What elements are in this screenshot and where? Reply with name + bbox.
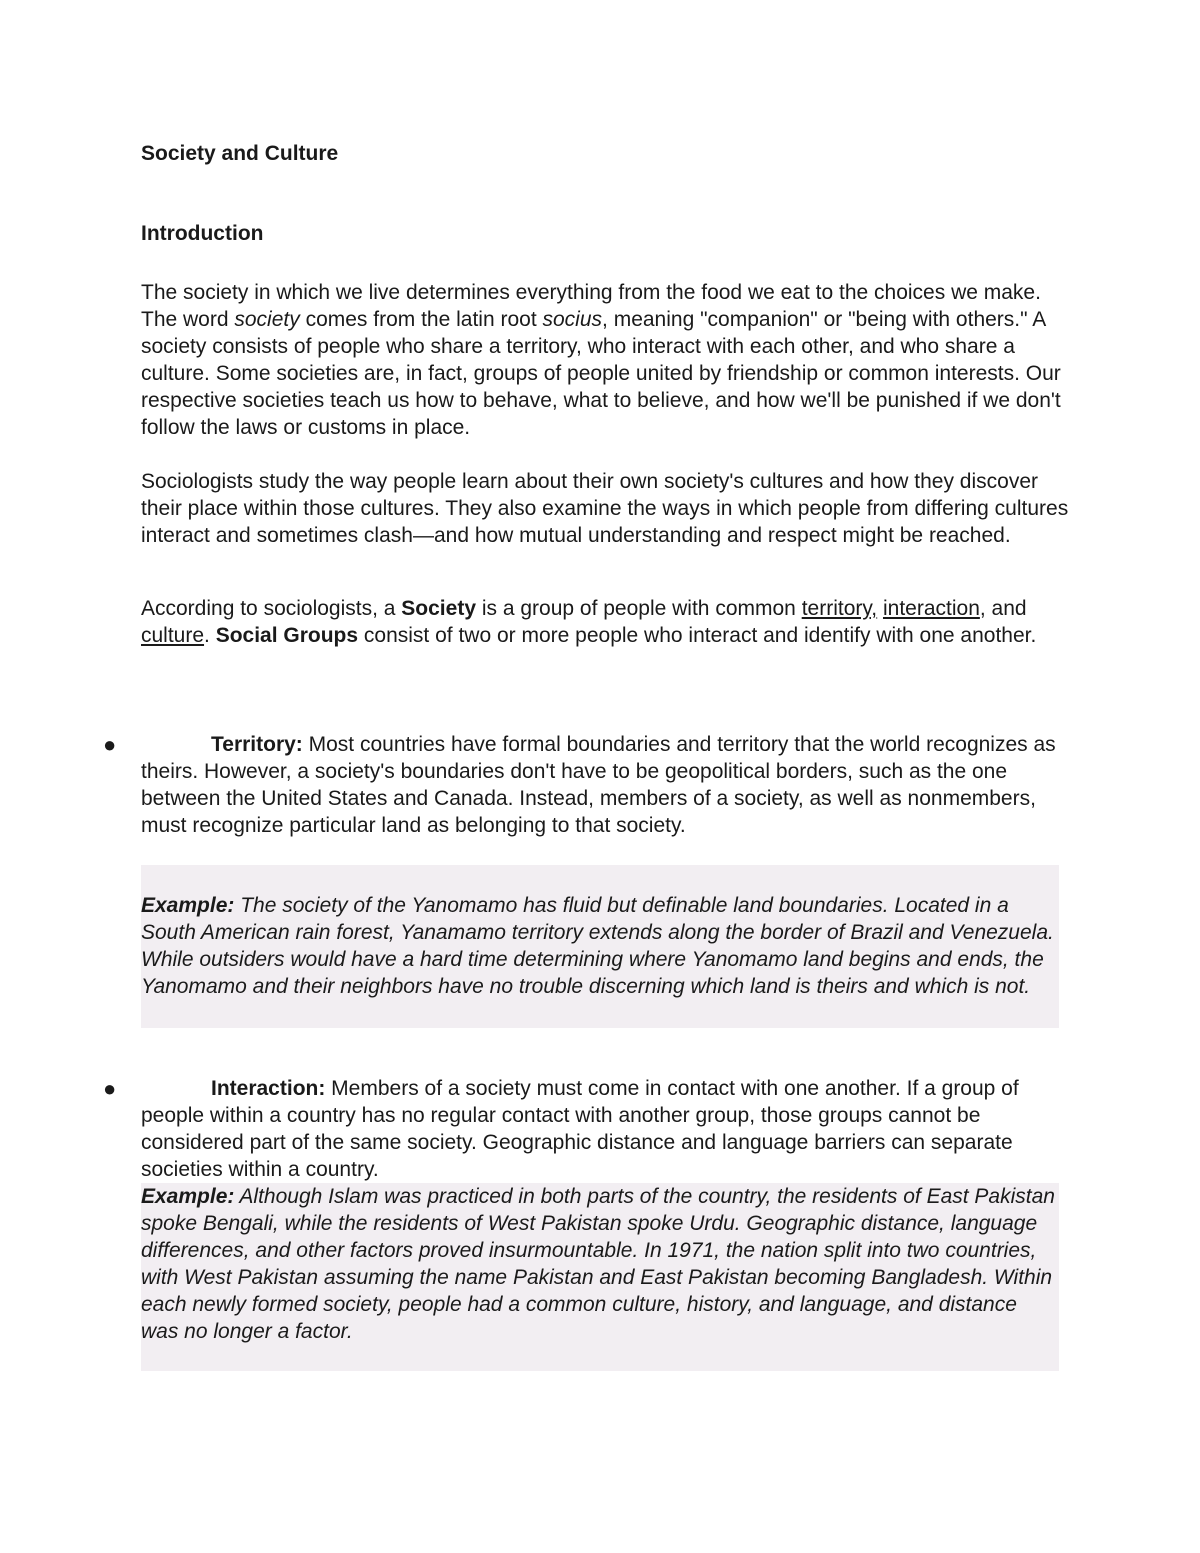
intro-heading: Introduction: [141, 222, 264, 245]
society-term: society: [234, 308, 300, 331]
culture-underlined: culture: [141, 624, 205, 647]
example-box-interaction: [141, 1183, 1059, 1371]
socius-term: socius: [542, 308, 603, 331]
interaction-underlined: interaction: [882, 597, 980, 620]
definition-paragraph: [141, 595, 1071, 649]
bullet-text: Members of a society must come in contact with one another. If a group of people within a country has no regular contact with another group, those groups cannot be considered part of the same society. Geographic distance and language barriers can separate societies within a country.: [141, 1077, 1019, 1181]
para1-text-1: The society in which we live determines everything from the food we eat to the choices we make. The word: [141, 281, 1041, 331]
example-label: Example:: [141, 894, 235, 917]
para3-text-5: .: [204, 624, 216, 647]
example-text: The society of the Yanomamo has fluid but definable land boundaries. Located in a South American rain forest, Yanamamo territory extends along the border of Brazil and Venezuela. While outsiders would have a hard time determining where Yanomamo land begins and ends, the Yanomamo and their neighbors have no trouble discerning which land is theirs and which is not.: [141, 894, 1054, 998]
intro-paragraph-1: [141, 279, 1071, 441]
bullet-interaction: [141, 1075, 1071, 1183]
bullet-text: Most countries have formal boundaries and territory that the world recognizes as theirs. However, a society's boundaries don't have to be geopolitical borders, such as the one between the United States and Canada. Instead, members of a society, as well as nonmembers, must recognize particular land as belonging to that society.: [141, 733, 1056, 837]
para3-text-2: is a group of people with common: [476, 597, 802, 620]
social-groups-bold-term: Social Groups: [215, 624, 359, 647]
example-label: Example:: [141, 1185, 235, 1208]
example-text: Although Islam was practiced in both parts of the country, the residents of East Pakistan spoke Bengali, while the residents of West Pakistan spoke Urdu. Geographic distance, language differences, and other factors proved insurmountable. In 1971, the nation split into two countries, with West Pakistan assuming the name Pakistan and East Pakistan becoming Bangladesh. Within each newly formed society, people had a common culture, history, and language, and distance was no longer a factor.: [141, 1185, 1055, 1343]
bullet-dot-icon: ●: [103, 732, 117, 757]
bullet-territory: [141, 731, 1071, 839]
territory-underlined: territory,: [801, 597, 878, 620]
bullet-dot-icon: ●: [103, 1076, 117, 1101]
example-box-territory: [141, 865, 1059, 1028]
bullet-term: Interaction:: [211, 1077, 326, 1100]
para3-text-1: According to sociologists, a: [141, 597, 402, 620]
society-bold-term: Society: [401, 597, 476, 620]
para1-text-2: comes from the latin root: [299, 308, 543, 331]
bullet-term: Territory:: [211, 733, 303, 756]
para3-text-4: , and: [979, 597, 1027, 620]
para1-text-3: , meaning "companion" or "being with others." A society consists of people who share a territory, who interact with each other, and who share a culture. Some societies are, in fact, groups of people united by friendship or common interests. Our respective societies teach us how to behave, what to believe, and how we'll be punished if we don't follow the laws or customs in place.: [141, 308, 1061, 439]
intro-paragraph-2: Sociologists study the way people learn about their own society's cultures and how they discover their place within those cultures. They also examine the ways in which people from differing cultures interact and sometimes clash—and how mutual understanding and respect might be reached.: [141, 470, 1069, 547]
document-title: Society and Culture: [141, 142, 339, 165]
para3-text-6: consist of two or more people who interact and identify with one another.: [358, 624, 1037, 647]
